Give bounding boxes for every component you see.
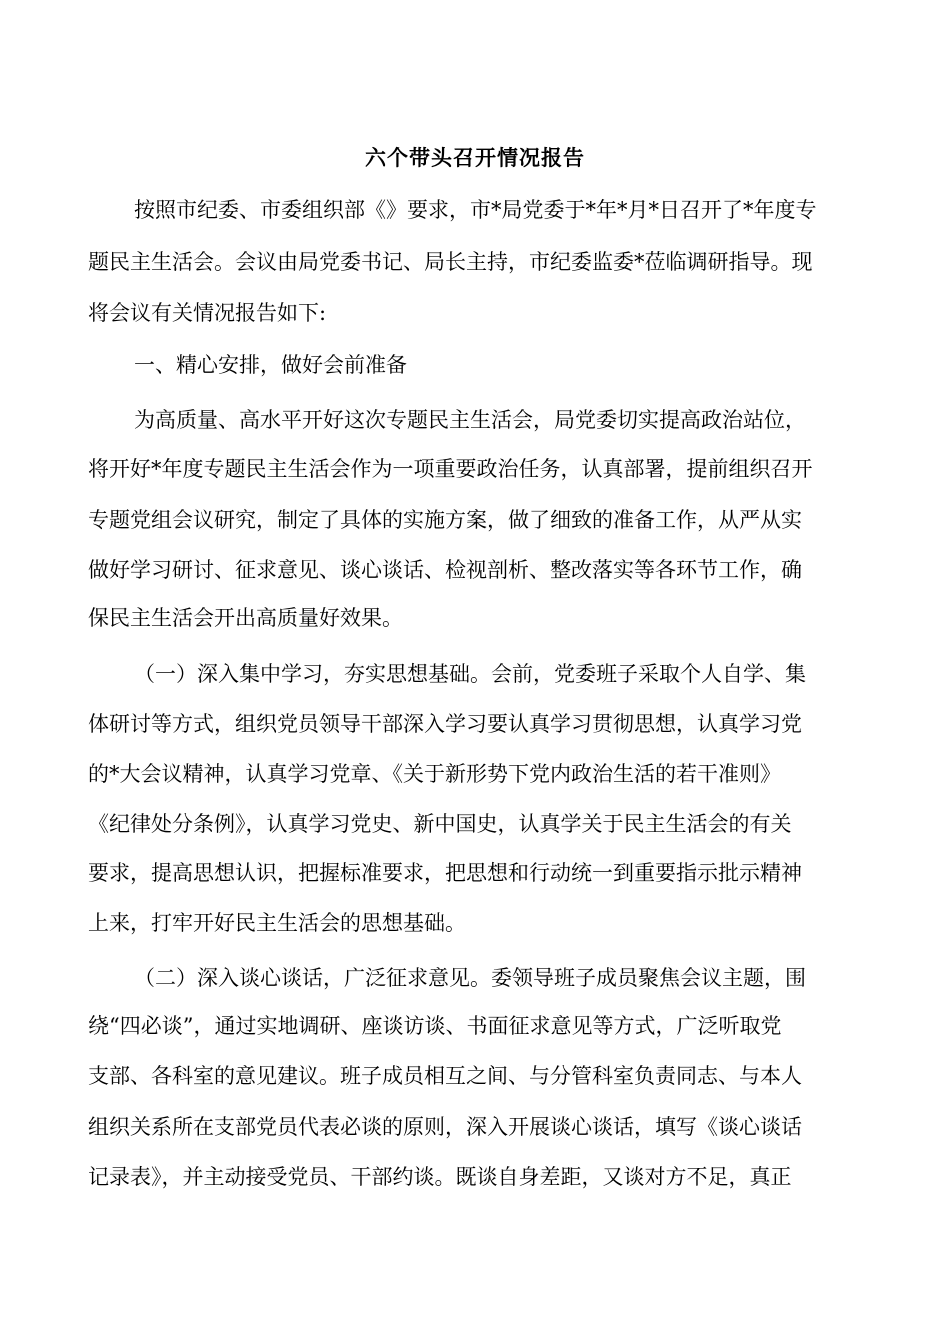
section-heading-1: 一、精心安排，做好会前准备: [134, 353, 407, 377]
para-4-line-1: （二）深入谈心谈话，广泛征求意见。委领导班子成员聚焦会议主题，围: [134, 966, 806, 990]
para-4-line-2: 绕“四必谈”，通过实地调研、座谈访谈、书面征求意见等方式，广泛听取党: [88, 1014, 782, 1038]
para-4-line-4: 组织关系所在支部党员代表必谈的原则，深入开展谈心谈话，填写《谈心谈话: [88, 1115, 802, 1139]
para-2-line-1: 为高质量、高水平开好这次专题民主生活会，局党委切实提高政治站位，: [134, 408, 806, 432]
document-title: 六个带头召开情况报告: [365, 145, 585, 170]
para-4-line-5: 记录表》，并主动接受党员、干部约谈。既谈自身差距，又谈对方不足，真正: [88, 1165, 792, 1189]
para-2-line-5: 保民主生活会开出高质量好效果。: [88, 606, 403, 630]
para-3-line-3: 的*大会议精神，认真学习党章、《关于新形势下党内政治生活的若干准则》: [88, 762, 781, 786]
para-3-line-2: 体研讨等方式，组织党员领导干部深入学习要认真学习贯彻思想，认真学习党: [88, 712, 802, 736]
para-4-line-3: 支部、各科室的意见建议。班子成员相互之间、与分管科室负责同志、与本人: [88, 1064, 802, 1088]
para-3-line-6: 上来，打牢开好民主生活会的思想基础。: [88, 911, 466, 935]
para-1-line-2: 题民主生活会。会议由局党委书记、局长主持，市纪委监委*莅临调研指导。现: [88, 250, 813, 274]
para-2-line-2: 将开好*年度专题民主生活会作为一项重要政治任务，认真部署，提前组织召开: [88, 457, 813, 481]
para-1-line-1: 按照市纪委、市委组织部《》要求，市*局党委于*年*月*日召开了*年度专: [134, 198, 817, 222]
para-3-line-1: （一）深入集中学习，夯实思想基础。会前，党委班子采取个人自学、集: [134, 662, 806, 686]
para-1-line-3: 将会议有关情况报告如下:: [88, 301, 327, 325]
para-2-line-3: 专题党组会议研究，制定了具体的实施方案，做了细致的准备工作，从严从实: [88, 508, 802, 532]
para-2-line-4: 做好学习研讨、征求意见、谈心谈话、检视剖析、整改落实等各环节工作，确: [88, 558, 802, 582]
para-3-line-4: 《纪律处分条例》，认真学习党史、新中国史，认真学关于民主生活会的有关: [88, 812, 792, 836]
para-3-line-5: 要求，提高思想认识，把握标准要求，把思想和行动统一到重要指示批示精神: [88, 861, 802, 885]
